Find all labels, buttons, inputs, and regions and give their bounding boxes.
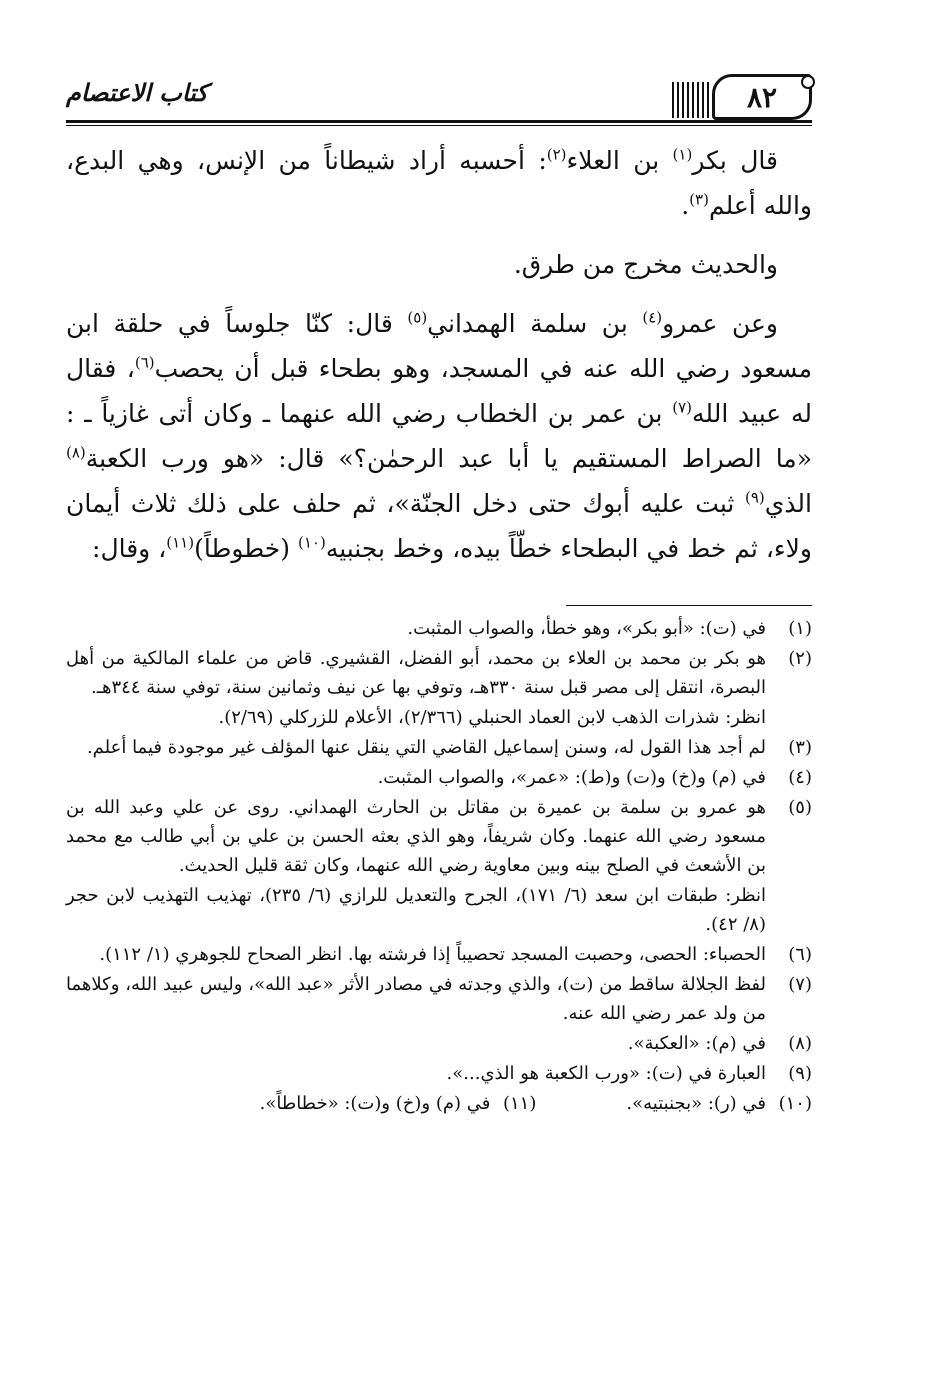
- header-ornament-stripes: [672, 82, 712, 118]
- footnote-body: [66, 644, 766, 732]
- footnote-1: [66, 614, 812, 643]
- footnote-text: في (م): «العكبة».: [627, 1033, 766, 1054]
- text-run: وعن عمرو: [662, 309, 778, 338]
- main-text: [66, 138, 812, 585]
- footnote-number: (٩): [788, 1063, 812, 1084]
- footnote-number: (٦): [788, 944, 812, 965]
- footnote-row-10-11: [66, 1089, 812, 1118]
- footnote-ref[interactable]: (٣): [689, 190, 709, 209]
- footnote-ref[interactable]: (٧): [672, 398, 693, 417]
- footnote-ref[interactable]: (٩): [744, 488, 765, 507]
- footnote-ref[interactable]: (٥): [407, 308, 428, 327]
- page-number: ٨٢: [746, 80, 778, 114]
- footnote-text: الحصباء: الحصى، وحصبت المسجد تحصيباً إذا فرشته بها. انظر الصحاح للجوهري (١/ ١١٢).: [99, 944, 766, 965]
- text-run: .: [681, 191, 690, 220]
- footnote-text: في (ر): «بجنبتيه».: [626, 1093, 766, 1114]
- footnote-number: (١): [788, 618, 812, 639]
- footnote-text: هو عمرو بن سلمة بن عميرة بن مقاتل بن الحارث الهمداني. روى عن علي وعبد الله بن مسعود رضي الله عنهما. وكان شريفاً، وهو الذي بعثه الحسن بن علي بن أبي طالب مع محمد بن الأشعث في الصلح بينه وبين معاوية رضي الله عنهما، وكان ثقة قليل الحديث.: [66, 797, 766, 876]
- footnote-ref[interactable]: (٤): [642, 308, 663, 327]
- text-run: قال بكر: [692, 146, 778, 175]
- footnote-ref[interactable]: (١١): [166, 533, 195, 552]
- text-run: قال: كنّا جلوساً في حلقة ابن مسعود رضي الله عنه في المسجد، وهو بطحاء قبل أن يحصب: [66, 309, 812, 383]
- text-run: ، فقال له عبيد الله: [66, 354, 812, 428]
- paragraph-1: [66, 138, 812, 228]
- text-run: (خطوطاً): [194, 534, 298, 563]
- footnote-7: [66, 970, 812, 1028]
- footnote-ref[interactable]: (٦): [134, 353, 155, 372]
- text-run: والحديث مخرج من طرق.: [513, 250, 778, 279]
- footnote-ref[interactable]: (٢): [546, 145, 567, 164]
- footnote-number: (٤): [788, 767, 812, 788]
- footnote-5: [66, 793, 812, 939]
- footnote-3: [66, 733, 812, 762]
- footnote-source: انظر: طبقات ابن سعد (٦/ ١٧١)، الجرح والتعديل للرازي (٦/ ٢٣٥)، تهذيب التهذيب لابن حجر (٨/ ٤٢).: [66, 885, 767, 935]
- footnotes: [66, 614, 812, 1118]
- page-header: [66, 70, 812, 130]
- footnote-text: العبارة في (ت): «ورب الكعبة هو الذي...».: [446, 1063, 766, 1084]
- footnote-ref[interactable]: (٨): [66, 443, 86, 462]
- footnote-number: (٨): [788, 1033, 812, 1054]
- footnote-text: لم أجد هذا القول له، وسنن إسماعيل القاضي التي ينقل عنها المؤلف غير موجودة فيما أعلم.: [86, 737, 766, 758]
- footnote-11: [260, 1089, 537, 1118]
- text-run: بن عمر بن الخطاب رضي الله عنهما ـ وكان أتى غازياً ـ : «ما الصراط المستقيم يا أبا عبد الرحمٰن؟» قال: «هو ورب الكعبة: [66, 399, 812, 473]
- page-number-frame: [712, 74, 812, 120]
- footnote-number: (١٠): [778, 1093, 812, 1114]
- footnote-ref[interactable]: (١٠): [297, 533, 326, 552]
- footnote-separator: [566, 605, 812, 606]
- footnote-text: في (ت): «أبو بكر»، وهو خطأ، والصواب المثبت.: [407, 618, 766, 639]
- header-rule: [66, 120, 812, 123]
- footnote-text: في (م) و(خ) و(ت): «خطاطاً».: [259, 1093, 491, 1114]
- text-run: ثبت عليه أبوك حتى دخل الجنّة»، ثم حلف على ذلك ثلاث أيمان ولاء، ثم خط في البطحاء خطّاً بيده، وخط بجنبيه: [66, 489, 812, 563]
- footnote-text: هو بكر بن محمد بن العلاء بن محمد، أبو الفضل، القشيري. قاض من علماء المالكية من أهل البصرة، انتقل إلى مصر قبل سنة ٣٣٠هـ، وتوفي بها عن نيف وثمانين سنة، توفي سنة ٣٤٤هـ.: [66, 648, 766, 698]
- footnote-number: (٣): [788, 737, 812, 758]
- footnote-9: [66, 1059, 812, 1088]
- footnote-2: [66, 644, 812, 732]
- footnote-source: انظر: شذرات الذهب لابن العماد الحنبلي (٢/٣٦٦)، الأعلام للزركلي (٢/٦٩).: [218, 707, 766, 728]
- text-run: ، وقال:: [92, 534, 167, 563]
- footnote-10: [626, 1089, 812, 1118]
- text-run: بن العلاء: [566, 146, 673, 175]
- header-rule-thin: [66, 125, 812, 126]
- footnote-number: (٥): [788, 797, 812, 818]
- footnote-number: (٢): [788, 648, 812, 669]
- footnote-8: [66, 1029, 812, 1058]
- text-run: : أحسبه أراد شيطاناً من الإنس، وهي البدع، والله أعلم: [66, 146, 812, 220]
- footnote-ref[interactable]: (١): [672, 145, 693, 164]
- paragraph-2: [66, 242, 812, 287]
- text-run: الذي: [764, 489, 812, 518]
- book-title: كتاب الاعتصام: [66, 78, 208, 107]
- paragraph-3: [66, 301, 812, 571]
- footnote-text: في (م) و(خ) و(ت) و(ط): «عمر»، والصواب المثبت.: [377, 767, 766, 788]
- text-run: بن سلمة الهمداني: [427, 309, 643, 338]
- footnote-number: (١١): [502, 1093, 537, 1114]
- footnote-4: [66, 763, 812, 792]
- footnote-text: لفظ الجلالة ساقط من (ت)، والذي وجدته في مصادر الأثر «عبد الله»، وليس عبيد الله، وكلاهما من ولد عمر رضي الله عنه.: [66, 974, 766, 1024]
- frame-ornament-icon: [801, 75, 815, 89]
- footnote-6: [66, 940, 812, 969]
- footnote-body: [66, 793, 766, 939]
- footnote-number: (٧): [788, 974, 812, 995]
